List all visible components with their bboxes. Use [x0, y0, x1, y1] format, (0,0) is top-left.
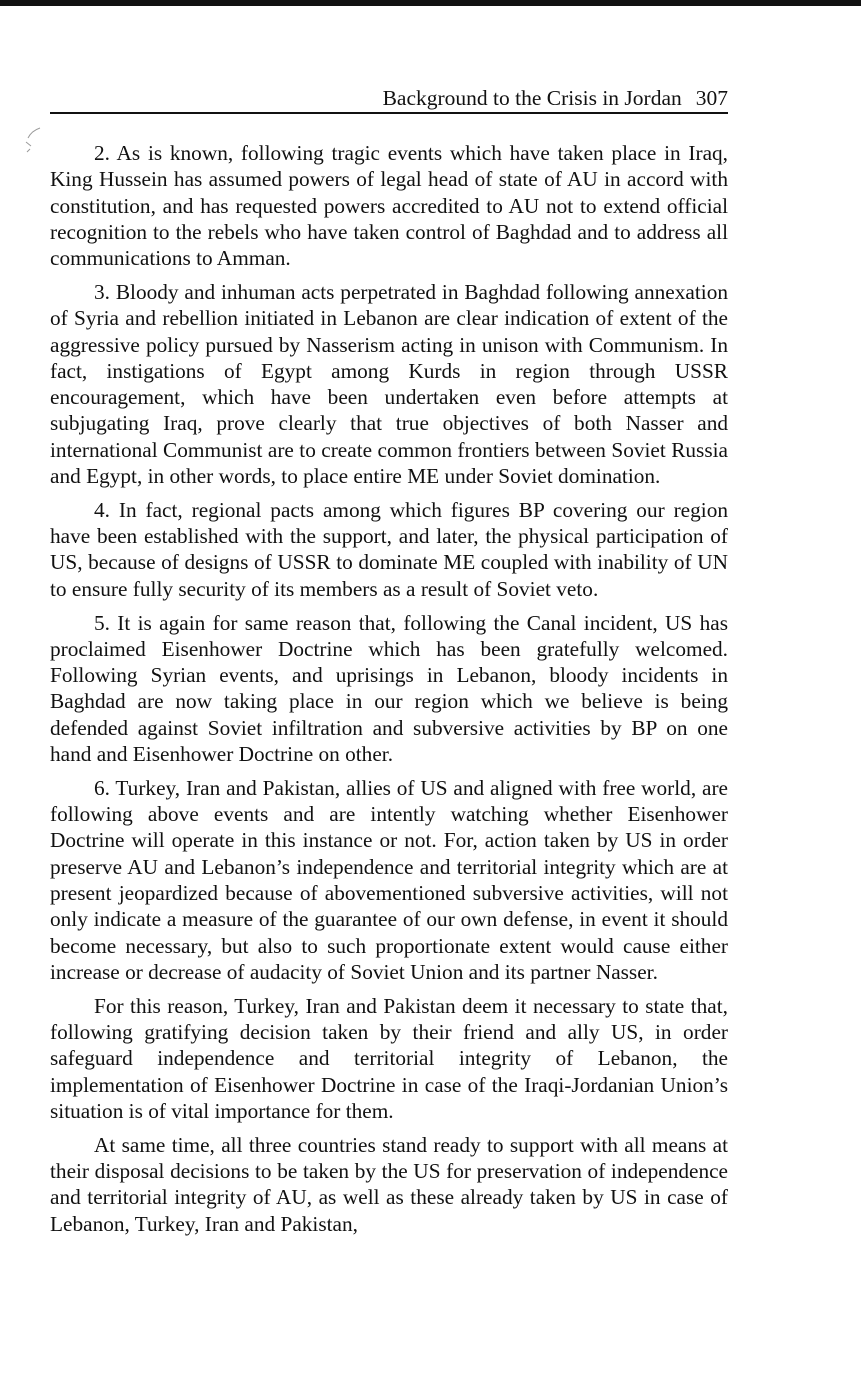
paragraph-3: 3. Bloody and inhuman acts perpetrated in Baghdad following annexation of Syria and rebellion initiated in Lebanon are clear indication of extent of the aggressive policy pursued by Nasserism acting in unison with Communism. In fact, instigations of Egypt among Kurds in region through USSR encouragement, which have been undertaken even before attempts at subjugating Iraq, prove clearly that true objectives of both Nasser and international Communist are to create common frontiers between Soviet Russia and Egypt, in other words, to place entire ME under Soviet domination. [50, 279, 728, 489]
page-top-border [0, 0, 861, 6]
paragraph-at-same-time: At same time, all three countries stand ready to support with all means at their disposal decisions to be taken by the US for preservation of independence and territorial integrity of AU, as well as these already taken by US in case of Lebanon, Turkey, Iran and Pakistan, [50, 1132, 728, 1236]
paragraph-4: 4. In fact, regional pacts among which figures BP covering our region have been established with the support, and later, the physical participation of US, because of designs of USSR to dominate ME coupled with inability of UN to ensure fully security of its members as a result of Soviet veto. [50, 497, 728, 601]
paragraph-5: 5. It is again for same reason that, following the Canal incident, US has proclaimed Eisenhower Doctrine which has been gratefully welcomed. Following Syrian events, and uprisings in Lebanon, bloody incidents in Baghdad are now taking place in our region which we believe is being defended against Soviet infiltration and subversive activities by BP on one hand and Eisenhower Doctrine on other. [50, 610, 728, 767]
page-body [50, 140, 728, 1244]
paragraph-2: 2. As is known, following tragic events which have taken place in Iraq, King Hussein has assumed powers of legal head of state of AU in accord with constitution, and has requested powers accredited to AU not to extend official recognition to the rebels who have taken control of Baghdad and to address all communications to Amman. [50, 141, 728, 271]
running-title: Background to the Crisis in Jordan [382, 86, 682, 110]
paragraph-6: 6. Turkey, Iran and Pakistan, allies of US and aligned with free world, are following above events and are intently watching whether Eisenhower Doctrine will operate in this instance or not. For, action taken by US in order preserve AU and Lebanon’s independence and territorial integrity which are at present jeopardized because of abovementioned subversive activities, will not only indicate a measure of the guarantee of our own defense, in event it should become necessary, but also to such proportionate extent would cause either increase or decrease of audacity of Soviet Union and its partner Nasser. [50, 775, 728, 984]
page-number: 307 [695, 86, 728, 110]
paragraph-for-this-reason: For this reason, Turkey, Iran and Pakistan deem it necessary to state that, following gratifying decision taken by their friend and ally US, in order safeguard independence and territorial integrity of Lebanon, the implementation of Eisenhower Doctrine in case of the Iraqi-Jordanian Union’s situation is of vital importance for them. [50, 993, 728, 1123]
running-head [50, 84, 728, 114]
scan-mark-icon [18, 122, 42, 164]
